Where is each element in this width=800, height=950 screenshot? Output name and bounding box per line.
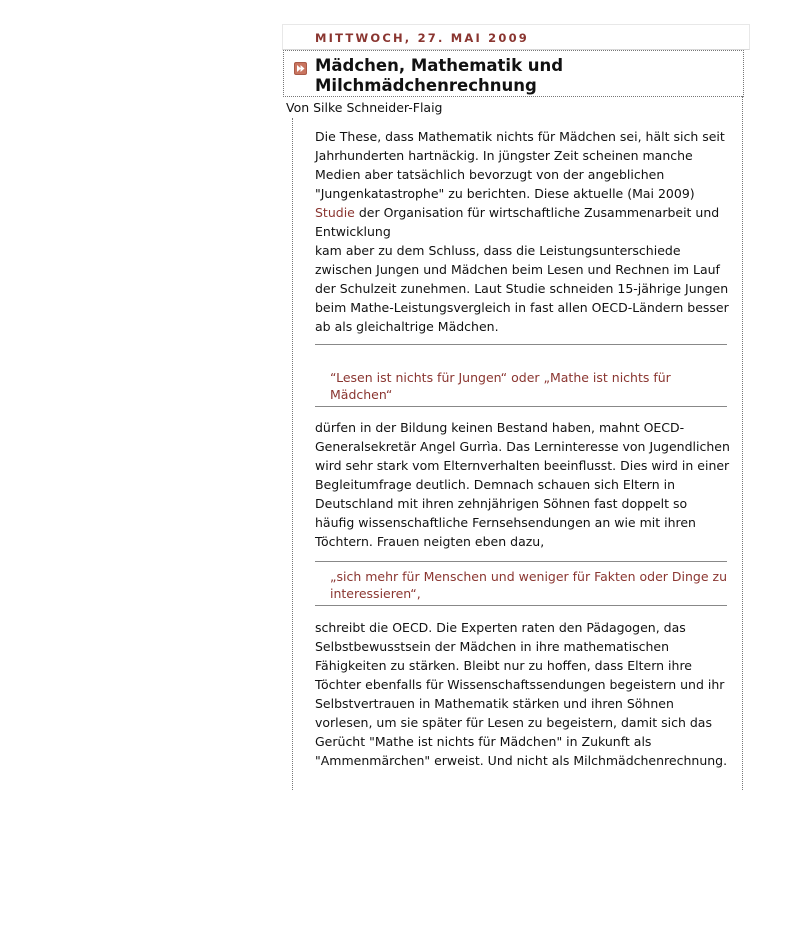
quote2-bottom-divider — [315, 605, 727, 606]
post-author: Von Silke Schneider-Flaig — [286, 100, 443, 115]
post-title-box — [283, 50, 744, 97]
quote1-top-divider — [315, 344, 727, 345]
arrow-bullet-icon — [294, 62, 307, 75]
post-title[interactable]: Mädchen, Mathematik und Milchmädchenrechnung — [315, 56, 564, 95]
quote2-top-divider — [315, 561, 727, 562]
paragraph-intro — [315, 127, 730, 336]
pull-quote-2: „sich mehr für Menschen und weniger für Fakten oder Dinge zu interessieren“, — [330, 569, 728, 601]
post-date: MITTWOCH, 27. MAI 2009 — [315, 31, 529, 45]
date-header — [282, 24, 750, 50]
quote1-bottom-divider — [315, 406, 727, 407]
pull-quote-1: “Lesen ist nichts für Jungen“ oder „Mathe ist nichts für Mädchen“ — [330, 370, 671, 402]
paragraph-2: dürfen in der Bildung keinen Bestand haben, mahnt OECD-Generalsekretär Angel Gurrìa. Das Lerninteresse von Jugendlichen wird sehr stark vom Elternverhalten beeinflusst. Dies wird in einer Begleitumfrage deutlich. Demnach schauen sich Eltern in Deutschland mit ihren zehnjährigen Söhnen fast doppelt so häufig wissenschaftliche Fernsehsendungen an wie mit ihren Töchtern. Frauen neigten eben dazu, — [315, 420, 730, 549]
paragraph-intro-text-end: der Organisation für wirtschaftliche Zusammenarbeit und Entwicklung — [315, 205, 720, 239]
content-left-rule — [292, 118, 293, 790]
paragraph-3: schreibt die OECD. Die Experten raten den Pädagogen, das Selbstbewusstsein der Mädchen in ihre mathematischen Fähigkeiten zu stärken. Bleibt nur zu hoffen, dass Eltern ihre Töchter ebenfalls für Wissenschaftssendungen begeistern und ihr Selbstvertrauen in Mathematik stärken und ihren Söhnen vorlesen, um sie später für Lesen zu begeistern, damit sich das Gerücht "Mathe ist nichts für Mädchen" in Zukunft als "Ammenmärchen" erweist. Und nicht als Milchmädchenrechnung. — [315, 620, 728, 768]
paragraph-intro-continued: kam aber zu dem Schluss, dass die Leistungsunterschiede zwischen Jungen und Mädchen beim Lesen und Rechnen im Lauf der Schulzeit zunehmen. Laut Studie schneiden 15-jährige Jungen beim Mathe-Leistungsvergleich in fast allen OECD-Ländern besser ab als gleichaltrige Mädchen. — [315, 243, 729, 334]
content-right-rule — [742, 96, 743, 790]
study-link[interactable]: Studie — [315, 205, 355, 220]
paragraph-intro-text: Die These, dass Mathematik nichts für Mädchen sei, hält sich seit Jahrhunderten hartnäckig. In jüngster Zeit scheinen manche Medien aber tatsächlich bevorzugt von der angeblichen "Jungenkatastrophe" zu berichten. Diese aktuelle (Mai 2009) — [315, 129, 725, 201]
